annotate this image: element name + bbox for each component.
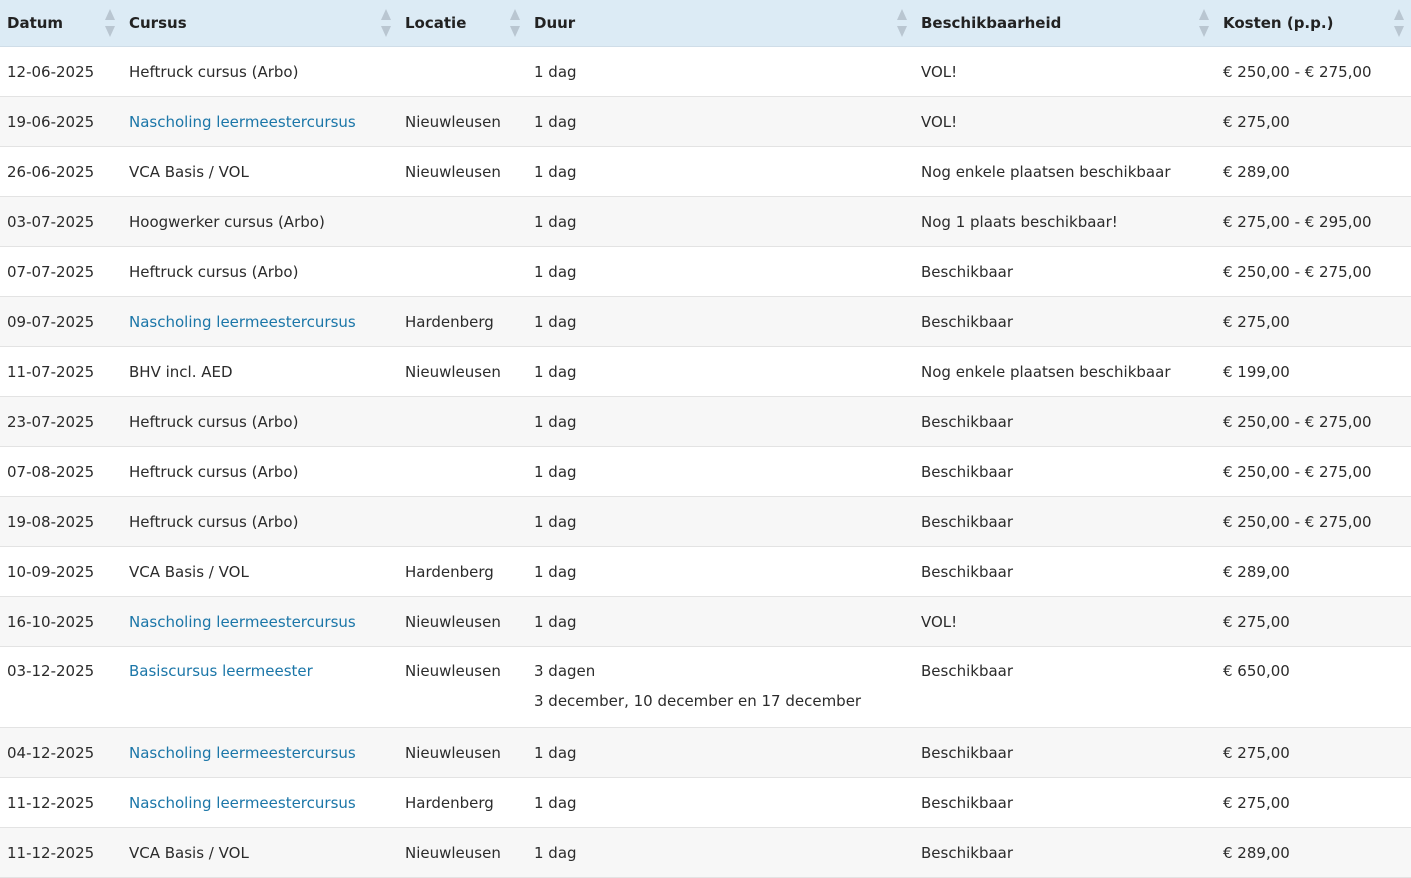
column-header-label: Beschikbaarheid [921, 13, 1062, 32]
column-header-label: Kosten (p.p.) [1223, 13, 1334, 32]
cell-kosten: € 289,00 [1223, 843, 1290, 862]
table-row [0, 777, 1411, 827]
cell-beschikbaarheid: Beschikbaar [921, 462, 1014, 481]
cell-duur [527, 246, 914, 296]
table-row [0, 46, 1411, 96]
cell-kosten: € 250,00 - € 275,00 [1223, 412, 1372, 431]
table-row [0, 246, 1411, 296]
course-link[interactable]: Nascholing leermeestercursus [129, 612, 356, 631]
cell-cursus [122, 196, 398, 246]
column-header-label: Duur [534, 13, 576, 32]
course-name: Heftruck cursus (Arbo) [129, 62, 299, 81]
cell-locatie: Nieuwleusen [405, 743, 501, 762]
cell-beschikbaarheid: Beschikbaar [921, 743, 1014, 762]
duration-value: 1 dag [534, 512, 577, 531]
cell-datum: 10-09-2025 [7, 562, 95, 581]
column-header-locatie[interactable] [398, 0, 527, 46]
cell-duur [527, 296, 914, 346]
duration-value: 1 dag [534, 62, 577, 81]
duration-value: 1 dag [534, 212, 577, 231]
course-name: VCA Basis / VOL [129, 562, 249, 581]
cell-locatie [398, 446, 527, 496]
cell-beschikbaarheid: Beschikbaar [921, 661, 1014, 680]
duration-value: 1 dag [534, 843, 577, 862]
cell-locatie: Hardenberg [405, 793, 494, 812]
table-row [0, 827, 1411, 877]
cell-datum: 09-07-2025 [7, 312, 95, 331]
cell-kosten: € 275,00 - € 295,00 [1223, 212, 1372, 231]
cell-cursus [122, 296, 398, 346]
duration-value: 3 dagen [534, 661, 596, 680]
duration-value: 1 dag [534, 412, 577, 431]
cell-beschikbaarheid: VOL! [921, 112, 958, 131]
table-row [0, 396, 1411, 446]
cell-cursus [122, 596, 398, 646]
duration-value: 1 dag [534, 162, 577, 181]
column-header-duur[interactable] [527, 0, 914, 46]
cell-kosten: € 275,00 [1223, 112, 1290, 131]
duration-value: 1 dag [534, 612, 577, 631]
course-link[interactable]: Basiscursus leermeester [129, 661, 313, 680]
cell-cursus [122, 727, 398, 777]
cell-cursus [122, 396, 398, 446]
duration-dates: 3 december, 10 december en 17 december [534, 691, 862, 710]
cell-locatie: Nieuwleusen [405, 843, 501, 862]
cell-locatie: Hardenberg [405, 312, 494, 331]
cell-cursus [122, 346, 398, 396]
cell-cursus [122, 96, 398, 146]
cell-kosten: € 650,00 [1223, 661, 1290, 680]
cell-kosten: € 250,00 - € 275,00 [1223, 462, 1372, 481]
cell-beschikbaarheid: Beschikbaar [921, 512, 1014, 531]
cell-kosten: € 289,00 [1223, 562, 1290, 581]
duration-value: 1 dag [534, 312, 577, 331]
cell-locatie [398, 46, 527, 96]
cell-locatie [398, 396, 527, 446]
course-name: Heftruck cursus (Arbo) [129, 412, 299, 431]
sort-arrows-icon[interactable] [1394, 9, 1404, 37]
cell-kosten: € 199,00 [1223, 362, 1290, 381]
cell-beschikbaarheid: Beschikbaar [921, 793, 1014, 812]
cell-beschikbaarheid: Nog 1 plaats beschikbaar! [921, 212, 1118, 231]
cell-datum: 07-07-2025 [7, 262, 95, 281]
table-header [0, 0, 1411, 46]
cell-beschikbaarheid: Nog enkele plaatsen beschikbaar [921, 162, 1171, 181]
course-name: Heftruck cursus (Arbo) [129, 462, 299, 481]
cell-beschikbaarheid: Beschikbaar [921, 262, 1014, 281]
cell-locatie: Nieuwleusen [405, 162, 501, 181]
cell-datum: 11-07-2025 [7, 362, 95, 381]
column-header-label: Datum [7, 13, 64, 32]
cell-kosten: € 250,00 - € 275,00 [1223, 512, 1372, 531]
cell-datum: 12-06-2025 [7, 62, 95, 81]
table-row [0, 496, 1411, 546]
duration-value: 1 dag [534, 462, 577, 481]
column-header-kosten[interactable] [1216, 0, 1411, 46]
cell-datum: 26-06-2025 [7, 162, 95, 181]
cell-datum: 19-08-2025 [7, 512, 95, 531]
column-header-cursus[interactable] [122, 0, 398, 46]
table-row [0, 646, 1411, 727]
table-row [0, 296, 1411, 346]
cell-kosten: € 275,00 [1223, 312, 1290, 331]
cell-datum: 04-12-2025 [7, 743, 95, 762]
cell-duur [527, 596, 914, 646]
sort-arrows-icon[interactable] [381, 9, 391, 37]
cell-duur [527, 346, 914, 396]
cell-beschikbaarheid: Beschikbaar [921, 843, 1014, 862]
cell-locatie [398, 196, 527, 246]
cell-duur [527, 727, 914, 777]
cell-duur [527, 196, 914, 246]
cell-kosten: € 275,00 [1223, 612, 1290, 631]
cell-kosten: € 275,00 [1223, 793, 1290, 812]
cell-beschikbaarheid: Beschikbaar [921, 562, 1014, 581]
cell-cursus [122, 496, 398, 546]
cell-locatie [398, 496, 527, 546]
course-link[interactable]: Nascholing leermeestercursus [129, 112, 356, 131]
course-name: Hoogwerker cursus (Arbo) [129, 212, 325, 231]
cell-duur [527, 46, 914, 96]
course-name: VCA Basis / VOL [129, 162, 249, 181]
cell-datum: 16-10-2025 [7, 612, 95, 631]
cell-datum: 11-12-2025 [7, 793, 95, 812]
course-link[interactable]: Nascholing leermeestercursus [129, 743, 356, 762]
cell-cursus [122, 827, 398, 877]
cell-cursus [122, 246, 398, 296]
cell-duur [527, 96, 914, 146]
table-row [0, 446, 1411, 496]
cell-locatie: Nieuwleusen [405, 661, 501, 680]
course-name: VCA Basis / VOL [129, 843, 249, 862]
cell-duur [527, 777, 914, 827]
course-name: Heftruck cursus (Arbo) [129, 512, 299, 531]
column-header-label: Cursus [129, 13, 187, 32]
cell-duur [527, 446, 914, 496]
cell-beschikbaarheid: Beschikbaar [921, 412, 1014, 431]
cell-beschikbaarheid: VOL! [921, 612, 958, 631]
course-link[interactable]: Nascholing leermeestercursus [129, 793, 356, 812]
cell-duur [527, 546, 914, 596]
cell-kosten: € 289,00 [1223, 162, 1290, 181]
duration-value: 1 dag [534, 743, 577, 762]
sort-arrows-icon[interactable] [105, 9, 115, 37]
cell-cursus [122, 777, 398, 827]
duration-value: 1 dag [534, 362, 577, 381]
cell-datum: 23-07-2025 [7, 412, 95, 431]
cell-duur [527, 396, 914, 446]
cell-duur [527, 496, 914, 546]
duration-value: 1 dag [534, 112, 577, 131]
duration-value: 1 dag [534, 262, 577, 281]
cell-locatie [398, 246, 527, 296]
cell-kosten: € 250,00 - € 275,00 [1223, 62, 1372, 81]
cell-locatie: Nieuwleusen [405, 612, 501, 631]
table-row [0, 346, 1411, 396]
cell-locatie: Nieuwleusen [405, 112, 501, 131]
cell-datum: 07-08-2025 [7, 462, 95, 481]
table-body [0, 46, 1411, 877]
table-row [0, 546, 1411, 596]
duration-value: 1 dag [534, 562, 577, 581]
table-row [0, 596, 1411, 646]
cell-duur [527, 646, 914, 727]
cell-datum: 03-07-2025 [7, 212, 95, 231]
cell-datum: 03-12-2025 [7, 661, 95, 680]
sort-arrows-icon[interactable] [897, 9, 907, 37]
column-header-beschikbaarheid[interactable] [914, 0, 1216, 46]
course-name: BHV incl. AED [129, 362, 233, 381]
cell-beschikbaarheid: Nog enkele plaatsen beschikbaar [921, 362, 1171, 381]
cell-cursus [122, 46, 398, 96]
table-row [0, 196, 1411, 246]
sort-arrows-icon[interactable] [1199, 9, 1209, 37]
cell-locatie: Nieuwleusen [405, 362, 501, 381]
column-header-datum[interactable] [0, 0, 122, 46]
cell-duur [527, 146, 914, 196]
cell-datum: 11-12-2025 [7, 843, 95, 862]
cell-cursus [122, 646, 398, 727]
table-row [0, 727, 1411, 777]
cell-kosten: € 275,00 [1223, 743, 1290, 762]
cell-cursus [122, 446, 398, 496]
cell-beschikbaarheid: VOL! [921, 62, 958, 81]
table-row [0, 146, 1411, 196]
cell-locatie: Hardenberg [405, 562, 494, 581]
cell-cursus [122, 546, 398, 596]
sort-arrows-icon[interactable] [510, 9, 520, 37]
duration-value: 1 dag [534, 793, 577, 812]
header-row [0, 0, 1411, 46]
cell-duur [527, 827, 914, 877]
cell-beschikbaarheid: Beschikbaar [921, 312, 1014, 331]
cell-kosten: € 250,00 - € 275,00 [1223, 262, 1372, 281]
table-row [0, 96, 1411, 146]
cell-datum: 19-06-2025 [7, 112, 95, 131]
course-name: Heftruck cursus (Arbo) [129, 262, 299, 281]
cell-cursus [122, 146, 398, 196]
column-header-label: Locatie [405, 13, 467, 32]
course-link[interactable]: Nascholing leermeestercursus [129, 312, 356, 331]
